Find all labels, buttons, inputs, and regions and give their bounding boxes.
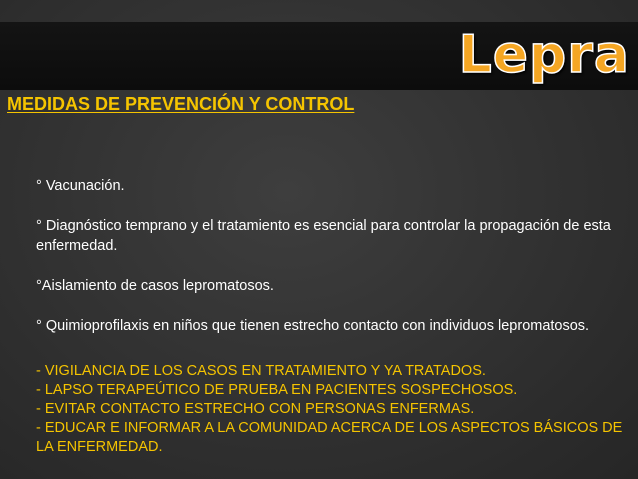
measure-item: - EVITAR CONTACTO ESTRECHO CON PERSONAS ENFERMAS.: [36, 401, 475, 417]
bullet-item: ° Vacunación.: [36, 178, 125, 194]
bullet-list: [36, 176, 626, 356]
section-title: MEDIDAS DE PREVENCIÓN Y CONTROL: [7, 94, 355, 114]
measures-list: [36, 362, 631, 457]
main-title: Lepra: [458, 25, 630, 85]
bullet-item: ° Diagnóstico temprano y el tratamiento es esencial para controlar la propagación de esta enfermedad.: [36, 218, 611, 254]
measure-item: - EDUCAR E INFORMAR A LA COMUNIDAD ACERCA DE LOS ASPECTOS BÁSICOS DE LA ENFERMEDAD.: [36, 420, 623, 455]
bullet-item: °Aislamiento de casos lepromatosos.: [36, 278, 274, 294]
bullet-item: ° Quimioprofilaxis en niños que tienen estrecho contacto con individuos lepromatosos.: [36, 318, 590, 334]
measure-item: - LAPSO TERAPEÚTICO DE PRUEBA EN PACIENTES SOSPECHOSOS.: [36, 382, 518, 398]
measure-item: - VIGILANCIA DE LOS CASOS EN TRATAMIENTO Y YA TRATADOS.: [36, 363, 486, 379]
